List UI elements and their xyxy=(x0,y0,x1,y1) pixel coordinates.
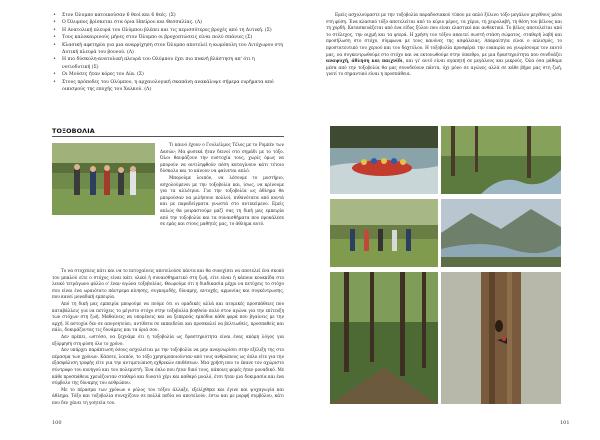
paragraph: Δεν πρέπει, ωστόσο, να ξεχνάμε ότι η τοξοβολία ως δραστηριότητα είναι ένας ακόμη λόγος για εξόρμηση στη φύση όλο το χρόνο. xyxy=(52,333,284,346)
right-body-text xyxy=(326,12,562,78)
woodpecker-tree-photo xyxy=(441,272,561,404)
list-item: • Η πιο δύσκολη-ανατολική πλευρά του Ολύμπου έχει πιο πυκνή βλάστηση απ' ότι η νοτιοδυτική (Σ) xyxy=(52,56,284,71)
quiz-answer-list xyxy=(52,12,284,93)
list-item: • Η Ανατολική πλευρά του Ολύμπου βλέπει και τις περισσότερες βροχές από τη Δυτική. (Σ) xyxy=(52,27,284,34)
page-number: 101 xyxy=(560,420,570,426)
paragraph: Μπορούμε λοιπόν, να λέσουμε το μυστήριο, ασχολούμενοι με την τοξοβολία και, ίσως, να κρίνουμε για τα αλλότρια. Για την τοξοβολία ως άθλημα θα μπορούσαν να μιλήσουν πολλοί, πιθανότατα από κοντά και με παραδείγματα γνωστά στο αντικείμενο. Εμείς απλώς θα μοιραστούμε μαζί σας τη δική μας εμπειρία από την τοξοβολία και τα συναισθήματα που προκάλεσε σε εμάς και στους μαθητές μας, το άθλημα αυτό. xyxy=(160,174,284,227)
text-segment: Εμείς ασχολούμαστε με την τοξοβολία παραδοσιακού τύπου με απλό ξύλινο τόξο μεγάλου μεγέθους μέσα στη φύση. Ένα κλασικό τόξο αποτελείται από το κύριο μέρος, τα χέρια, τη χειρολαβή, τη θέση του βέλους και τη χορδή. Κατασκευάζεται από ένα είδος ξύλου που είναι ελαστικό και ανθεκτικό. Το βέλος αποτελείται από το στέλεχος, την αιχμή και τα φτερά. Η χρήση του τόξου απαιτεί σωστή στάση σώματος, σταθερή λαβή και προσήλωση στο στόχο, σύμφωνα με τους κανόνες της ασφάλειας. Απαραίτητα είναι ο οπλισμός, το προστατευτικό του χεριού και του δαχτύλου. Η τοξοβολία προσφέρει την ευκαιρία να γνωρίσουμε τον εαυτό μας, να συγκεντρωθούμε στο στόχο και να εκτονωθούμε στην ύπαιθρο, με μια δραστηριότητα που συνδυάζει xyxy=(326,12,562,57)
archery-group-photo xyxy=(52,143,155,215)
list-item: • Τους καλοκαιρινούς μήνες στον Όλυμπο οι βροχοπτώσεις είναι πολύ σπάνιες (Σ) xyxy=(52,34,284,41)
page-number: 100 xyxy=(52,420,62,426)
paragraph: Από τη δική μας εμπειρία μπορούμε να πούμε ότι οι ομαδικές αλλά και ατομικές προσπάθειες που καταβάλλεις για να πετύχεις το μέγιστο στόχο στην τοξοβολία βοηθούν πολύ στον αγώνα για την επίτευξη των στόχων στη ζωή. Μαθαίνεις να υπομένεις και να ξεπερνάς εμπόδια κάθε φορά που βγαίνεις με την αρχή. Η αστοχία δεν σε απογοητεύει, αντίθετα σε εκπαιδεύει και προσκαλεί να βελτιωθείς, προσπαθείς και πάλι, δοκιμάζοντας τις δυνάμεις και τα όριά σου. xyxy=(52,300,284,333)
paragraph: Δεν υπάρχει παράπτωση όσους ασχολείται με την τοξοβολία να μην αναγνωρίσει στην εξέλιξη της στο πέρασμα των χρόνων. Κάποτε, λοιπόν, το τόξο χρησιμοποιούνταν από τους ανθρώπους ως όπλο είτε για την εξασφάλιση τροφής είτε για την αντιμετώπιση εχθρικών επιθέσεων. Μια χρήση που το έκανε τον αχώριστο σύντροφο του κυνηγού και του πολεμιστή. Ένα όπλο που ήταν δικό τους, κάποιες φορές ήταν μοναδικό. Με κάθε προσπάθεια χρειάζονταν σταθερό και δυνατό χέρι και καθαρό μυαλό, έτσι ήταν μια δοκιμασία και ένα σύμβολο της δύναμης του ανθρώπου. xyxy=(52,347,284,386)
mountain-river-photo xyxy=(441,199,561,267)
bold-text: αναψυχή, άθληση και παιχνίδι xyxy=(326,58,403,64)
rafting-photo xyxy=(330,126,438,194)
list-item: • Στον Όλυμπο κατοικούσαν 6 θεοί και 6 θεές. (Σ) xyxy=(52,12,284,19)
paragraph: Το να στοχεύεις κάτι και να το πετυχαίνεις αποτελούσε πάντα και θα συνεχίσει να αποτελεί ένα σκοπό του μπαλού είτε ο στόχος είναι κάτι υλικό ή συναισθηματικό στη ζωή, είτε είναι ή κάποια κουκκίδα στο λευκό τετράγωνο φύλλο ο' έναν αγώνα τοξοβολίας. Θεωρούμε ότι η διαδικασία μέχρι να πετύχεις το στόχο σου είναι ένα ωραιότατο πάντρεμα κίνησης, συγκομιδής, δύναμης, αντοχής, αρμονίας και συγκέντρωσης, που κανεί μοναδική εμπειρία. xyxy=(52,268,284,300)
paragraph xyxy=(326,12,562,78)
text-segment: , και γι' αυτό είναι αγαπητή σε μεγάλους και μικρούς. Όλα όσα μάθαμε μέσα από την τοξοβολία θα μας συνοδεύουν πάντα, όχι μόνο σε αγώνες αλλά σε κάθε βήμα μας στη ζωή, γιατί το σημαντικό είναι η προσπάθεια. xyxy=(326,58,562,77)
camp-group-photo xyxy=(330,199,438,267)
list-item: • Ο Όλυμπος βρίσκεται στα όρια Ηπείρου και Θεσσαλίας. (Λ) xyxy=(52,19,284,26)
title-underline xyxy=(52,136,284,137)
list-item: • Στους πρόποδες του Ολύμπου, η αρχαιολογική σκαπάνη ανακάλυψε σήμερα ευρήματα από οικισμούς της εποχής του Χαλκού. (Λ) xyxy=(52,79,284,94)
paragraph: Με το πέρασμα των χρόνων ο ρόλος του τόξου άλλαξε, εξελίχθηκε και έγινε και ψυχαγωγία και άθλημα. Τόξο και τοξοβολία συνεχίζουν σε πολλά πεδία να αποτελούν, έστω και με μορφή συμβόλου, κάτι που δεν χάνει τη γοητεία του. xyxy=(52,386,284,405)
paragraph: Τι καινό έχουν ο Γουλιέλμος Τέλος με το Ρομπέν των Δασών; Μα φυσικά ήταν δεινοί στο σημάδι με το τόξο. Όλοι θαυμάζουν την ευστοχία τους, χωρίς όμως να μπορούν να αντιληφθούν πόση καταγίνουν κάτι τέτοιο δύσκολο και το κάνουν να φαίνεται απλό. xyxy=(160,142,284,174)
list-item: • Οι Μούσες ήταν κόρες του Δία. (Σ) xyxy=(52,71,284,78)
forest-hike-photo xyxy=(330,272,438,404)
body-text xyxy=(52,268,284,406)
forest-stream-photo xyxy=(441,126,561,194)
intro-column xyxy=(160,142,284,228)
list-item: • Κλασική αφετηρία για μια αναρρίχηση στον Όλυμπο αποτελεί η κωμόπολη του Λιτόχωρου στη Δυτική πλευρά του βουνού. (Λ) xyxy=(52,42,284,57)
section-title: ΤΟΞΟΒΟΛΙΑ xyxy=(52,127,95,135)
